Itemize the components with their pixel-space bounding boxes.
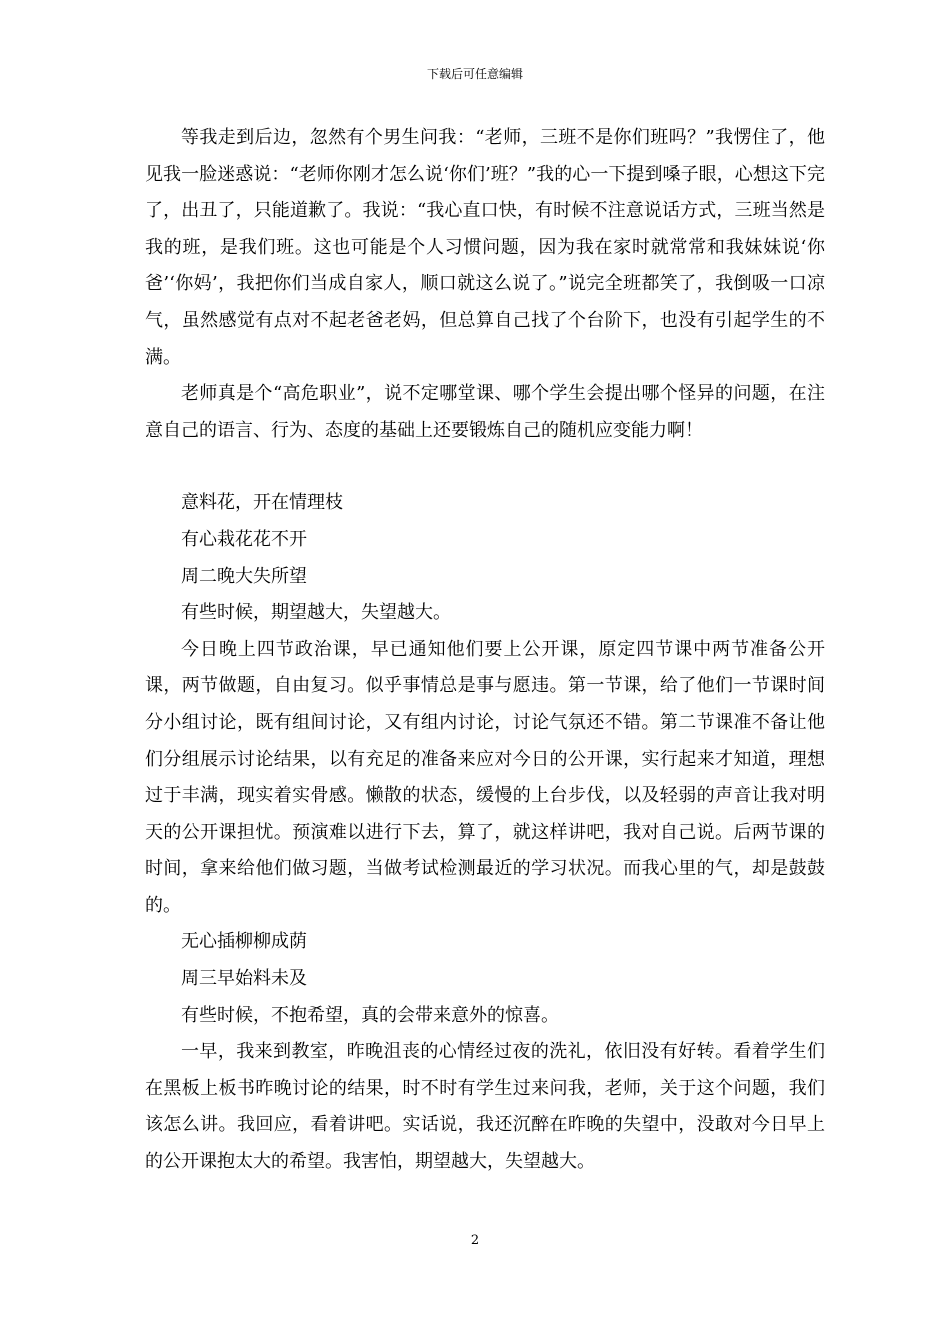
tuesday-summary: 有些时候，期望越大，失望越大。: [181, 602, 451, 624]
paragraph-wednesday-morning: 一早，我来到教室，昨晚沮丧的心情经过夜的洗礼，依旧没有好转。看着学生们在黑板上板书昨晚讨论的结果，时不时有学生过来问我，老师，关于这个问题，我们该怎么讲。我回应，看着讲吧。实话说，我还沉醉在昨晚的失望中，没敢对今日早上的公开课抱太大的希望。我害怕，期望越大，失望越大。: [145, 1041, 825, 1173]
page-number: 2: [470, 1233, 480, 1248]
paragraph-tuesday-class: 今日晚上四节政治课，早已通知他们要上公开课，原定四节课中两节准备公开课，两节做题，自由复习。似乎事情总是事与愿违。第一节课，给了他们一节课时间分小组讨论，既有组间讨论，又有组内讨论，讨论气氛还不错。第二节课准不备让他们分组展示讨论结果，以有充足的准备来应对今日的公开课，实行起来才知道，理想过于丰满，现实着实骨感。懒散的状态，缓慢的上台步伐，以及轻弱的声音让我对明天的公开课担忧。预演难以进行下去，算了，就这样讲吧，我对自己说。后两节课的时间，拿来给他们做习题，当做考试检测最近的学习状况。而我心里的气，却是鼓鼓的。: [145, 638, 825, 916]
section-title: 意料花，开在情理枝: [181, 492, 343, 514]
document-body: [145, 120, 825, 1181]
section-gap: [145, 449, 825, 485]
subheading-wednesday: 周三早始料未及: [181, 968, 307, 990]
paragraph-apology-story: 等我走到后边，忽然有个男生问我：“老师，三班不是你们班吗？”我愣住了，他见我一脸迷惑说：“老师你刚才怎么说‘你们’班？”我的心一下提到嗓子眼，心想这下完了，出丑了，只能道歉了。我说：“我心直口快，有时候不注意说话方式，三班当然是我的班，是我们班。这也可能是个人习惯问题，因为我在家时就常常和我妹妹说‘你爸’‘你妈’，我把你们当成自家人，顺口就这么说了。”说完全班都笑了，我倒吸一口凉气，虽然感觉有点对不起老爸老妈，但总算自己找了个台阶下，也没有引起学生的不满。: [145, 127, 825, 368]
subheading-tuesday: 周二晚大失所望: [181, 565, 307, 587]
page-header: 下载后可任意编辑: [426, 67, 523, 81]
subheading-one: 有心栽花花不开: [181, 528, 307, 550]
wednesday-summary: 有些时候，不抱希望，真的会带来意外的惊喜。: [181, 1004, 559, 1026]
subheading-two: 无心插柳柳成荫: [181, 931, 307, 953]
paragraph-high-risk-job: 老师真是个“高危职业”，说不定哪堂课、哪个学生会提出哪个怪异的问题，在注意自己的语言、行为、态度的基础上还要锻炼自己的随机应变能力啊！: [145, 383, 825, 441]
